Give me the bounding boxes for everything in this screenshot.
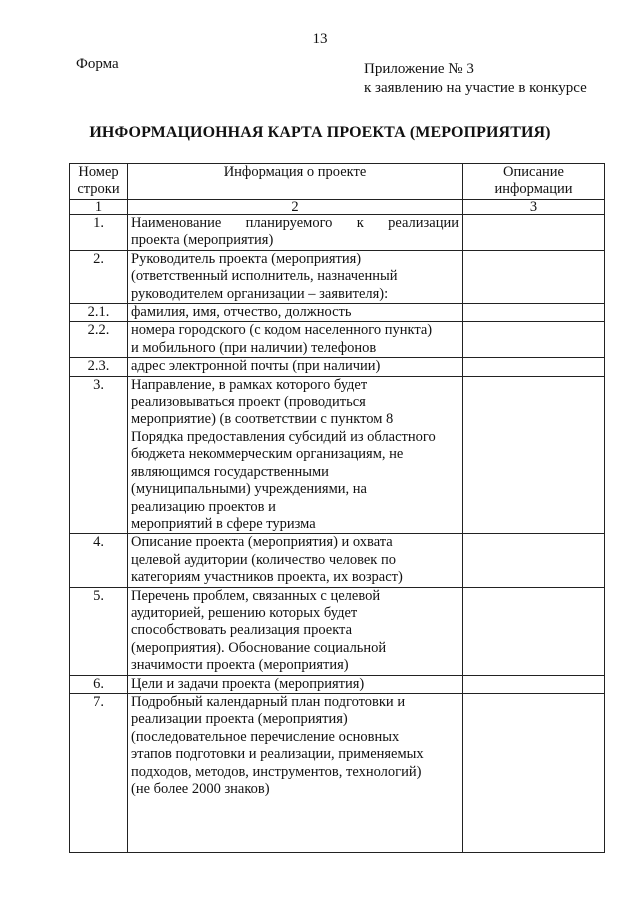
row-info (128, 376, 463, 534)
row-number: 2. (70, 250, 128, 303)
row-number: 2.2. (70, 322, 128, 358)
row-info (128, 304, 463, 322)
row-number: 4. (70, 534, 128, 587)
info-line: Наименование планируемого к реализации (131, 215, 459, 231)
info-line: адрес электронной почты (при наличии) (131, 358, 381, 375)
row-info (128, 215, 463, 251)
info-line: (последовательное перечисление основных (131, 728, 400, 745)
table-row (70, 675, 605, 693)
table-row (70, 693, 605, 852)
page-number: 13 (312, 31, 328, 47)
row-info (128, 693, 463, 852)
document-title: ИНФОРМАЦИОННАЯ КАРТА ПРОЕКТА (МЕРОПРИЯТИЯ) (89, 124, 551, 141)
row-number: 2.3. (70, 358, 128, 376)
table-row (70, 304, 605, 322)
row-info (128, 358, 463, 376)
row-number: 6. (70, 675, 128, 693)
row-number: 1. (70, 215, 128, 251)
table-row (70, 376, 605, 534)
row-number: 7. (70, 693, 128, 852)
row-description-cell[interactable] (463, 358, 605, 376)
info-line: значимости проекта (мероприятия) (131, 657, 349, 674)
info-line: бюджета некоммерческим организациям, не (131, 446, 404, 463)
table-row (70, 534, 605, 587)
table-row (70, 322, 605, 358)
appendix-line-1: Приложение № 3 (364, 61, 474, 77)
info-line: подходов, методов, инструментов, технологий) (131, 763, 422, 780)
index-cell: 1 (70, 200, 128, 215)
info-line: целевой аудитории (количество человек по (131, 551, 396, 568)
header-description: Описание информации (463, 164, 605, 200)
row-description-cell[interactable] (463, 587, 605, 675)
info-line: аудиторией, решению которых будет (131, 604, 358, 621)
info-line: реализации проекта (мероприятия) (131, 711, 348, 728)
info-line: мероприятие) (в соответствии с пунктом 8 (131, 411, 394, 428)
info-line: Направление, в рамках которого будет (131, 376, 368, 393)
info-line: номера городского (с кодом населенного пункта) (131, 322, 433, 339)
row-info (128, 322, 463, 358)
row-number: 2.1. (70, 304, 128, 322)
info-line: Порядка предоставления субсидий из областного (131, 428, 436, 445)
info-line: Описание проекта (мероприятия) и охвата (131, 534, 393, 551)
row-description-cell[interactable] (463, 250, 605, 303)
row-number: 5. (70, 587, 128, 675)
table-row (70, 587, 605, 675)
table-header-row (70, 164, 605, 200)
info-line: Перечень проблем, связанных с целевой (131, 587, 381, 604)
row-description-cell[interactable] (463, 215, 605, 251)
table-index-row (70, 200, 605, 215)
info-line: категориям участников проекта, их возраст) (131, 569, 403, 586)
info-line: этапов подготовки и реализации, применяемых (131, 746, 424, 763)
info-line: проекта (мероприятия) (131, 232, 274, 249)
table-row (70, 358, 605, 376)
index-cell: 2 (128, 200, 463, 215)
row-description-cell[interactable] (463, 304, 605, 322)
row-number: 3. (70, 376, 128, 534)
info-line: реализовываться проект (проводиться (131, 394, 366, 411)
project-info-table (69, 163, 605, 853)
row-description-cell[interactable] (463, 693, 605, 852)
row-info (128, 587, 463, 675)
info-line: мероприятий в сфере туризма (131, 515, 316, 532)
info-line: (муниципальными) учреждениями, на (131, 481, 367, 498)
row-description-cell[interactable] (463, 534, 605, 587)
table-row (70, 250, 605, 303)
info-line: способствовать реализация проекта (131, 622, 353, 639)
info-line: Руководитель проекта (мероприятия) (131, 250, 362, 267)
row-description-cell[interactable] (463, 322, 605, 358)
info-line: фамилия, имя, отчество, должность (131, 304, 352, 321)
appendix-line-2: к заявлению на участие в конкурсе (364, 80, 587, 96)
info-line: Подробный календарный план подготовки и (131, 693, 406, 710)
row-description-cell[interactable] (463, 675, 605, 693)
info-line: (ответственный исполнитель, назначенный (131, 268, 398, 285)
info-line: Цели и задачи проекта (мероприятия) (131, 675, 365, 692)
row-info (128, 250, 463, 303)
table-row (70, 215, 605, 251)
info-line: реализацию проектов и (131, 498, 276, 515)
row-description-cell[interactable] (463, 376, 605, 534)
info-line: и мобильного (при наличии) телефонов (131, 339, 377, 356)
row-info (128, 534, 463, 587)
row-info (128, 675, 463, 693)
header-project-info: Информация о проекте (128, 164, 463, 200)
info-line: руководителем организации – заявителя): (131, 285, 389, 302)
info-line: являющимся государственными (131, 463, 329, 480)
info-line: (мероприятия). Обоснование социальной (131, 639, 387, 656)
appendix-note (364, 60, 587, 98)
form-label: Форма (76, 56, 119, 72)
info-line: (не более 2000 знаков) (131, 781, 270, 797)
index-cell: 3 (463, 200, 605, 215)
header-row-number: Номер строки (70, 164, 128, 200)
